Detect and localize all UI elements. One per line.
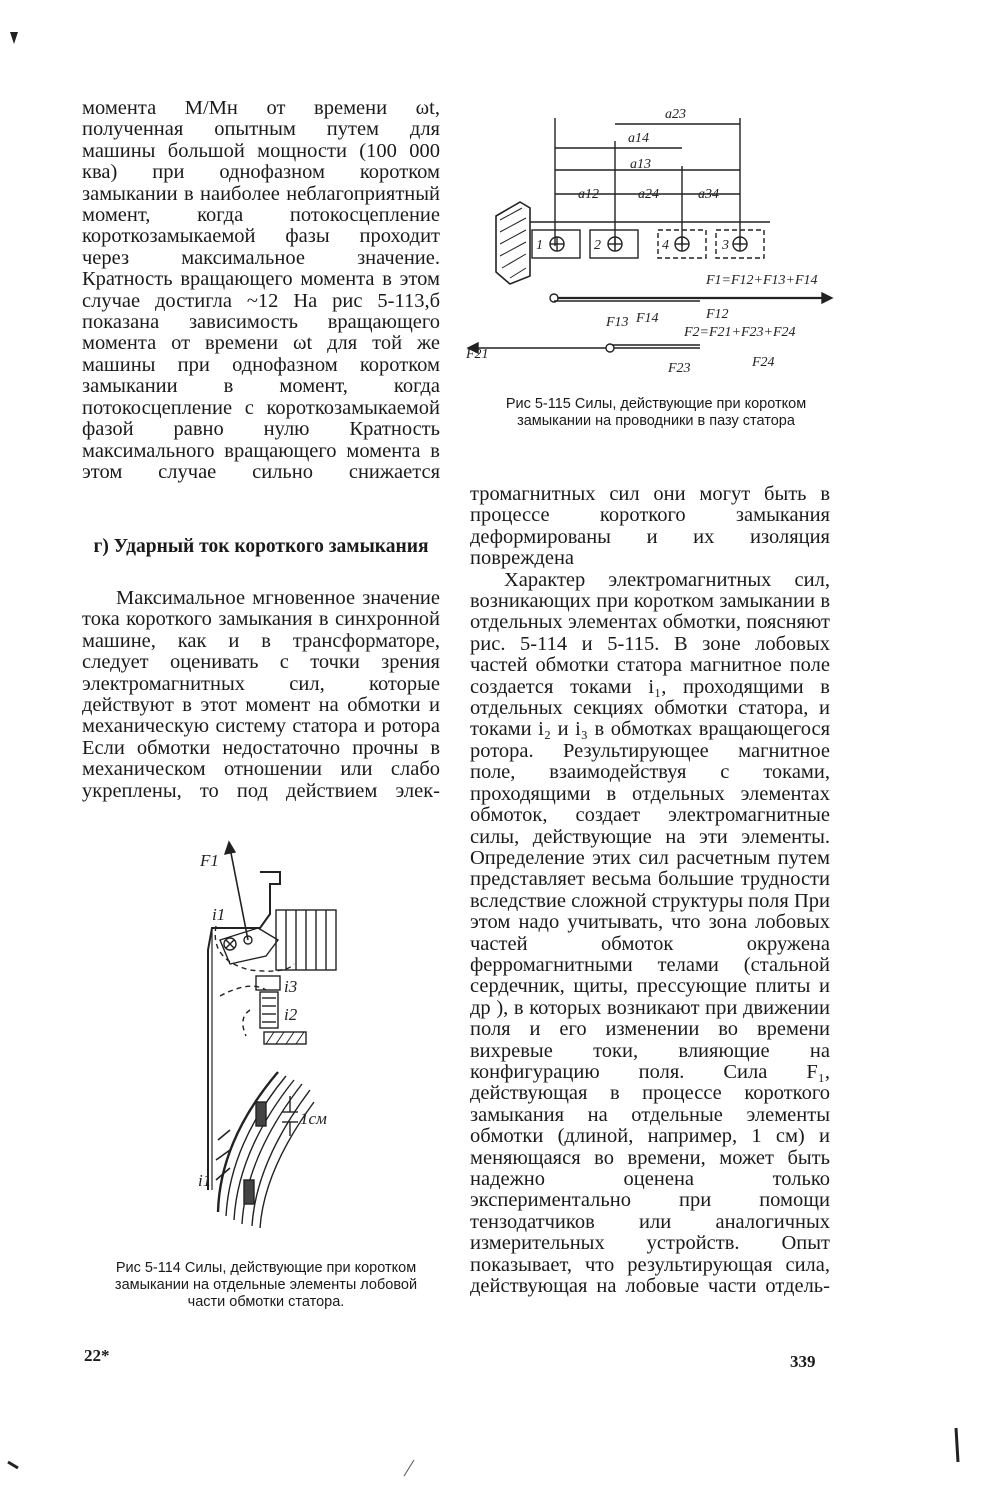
label-a12: a12 [578,187,599,202]
slot-label-4: 4 [662,238,669,253]
label-f1-equation: F1=F12+F13+F14 [706,273,818,288]
label-a24: a24 [638,187,659,202]
label-i3: i3 [284,977,298,996]
right-paragraph-2: Характер электромагнитных сил, возникающих при коротком замыкании в отдельных элементах обмотки, поясняют рис. 5-114 и 5-115. В зоне лобовых частей обмотки статора магнитное поле создается токами i₁, проходящими в отдельных секциях обмотки статора, и токами i₂ и i₃ в обмотках вращающегося ротора. Результирующее магнитное поле, взаимодействуя с токами, проходящими в отдельных элементах обмоток, создает электромагнитные силы, действующие на эти элементы. Определение этих сил расчетным путем представляет весьма большие трудности вследствие сложной структуры поля При этом надо учитывать, что зона лобовых частей обмоток окружена ферромагнитными телами (стальной сердечник, щиты, прессующие плиты и др ), в которых возникают при движении поля и его изменении во времени вихревые токи, влияющие на конфигурацию поля. Сила F₁, действующая в процессе короткого замыкания на отдельные элементы обмотки (длиной, например, 1 см) и меняющаяся во времени, может быть надежно оценена только экспериментально при помощи тензодатчиков или аналогичных измерительных устройств. Опыт показывает, что результирующая сила, действующая на лобовые части отдель- [470,568,830,1298]
right-paragraph-1: тромагнитных сил они могут быть в процессе короткого замыкания деформированы и их изоляция повреждена [470,483,830,570]
label-f12: F12 [706,307,729,322]
label-f2-equation: F2=F21+F23+F24 [684,325,796,340]
label-f13: F13 [606,315,629,330]
label-a23: a23 [665,107,686,122]
label-f14: F14 [636,311,659,326]
label-scale: 1см [300,1109,327,1128]
slot-label-3: 3 [722,238,729,253]
section-heading: г) Ударный ток короткого замыкания [93,536,429,557]
label-i1-top: i1 [212,905,226,924]
page-signature: 22* [84,1346,110,1365]
page-number: 339 [790,1352,816,1371]
left-paragraph-2: Максимальное мгновенное значение тока короткого замыкания в синхронной машине, как и в трансформаторе, следует оценивать с точки зрения электромагнитных сил, которые действуют в этот момент на обмотки и механическую систему статора и ротора Если обмотки недостаточно прочны в механическом отношении или слабо укреплены, то под действием элек- [82,587,440,802]
label-f23: F23 [668,361,691,376]
figure-114-caption: Рис 5-114 Силы, действующие при коротком замыкании на отдельные элементы лобовой части обмотки статора. [114,1260,418,1310]
label-f21: F21 [466,347,489,362]
slot-label-1: 1 [536,238,543,253]
label-i2: i2 [284,1005,298,1024]
figure-115-caption: Рис 5-115 Силы, действующие при коротком замыкании на проводники в пазу статора [505,396,807,429]
label-i1-bottom: i1 [198,1171,212,1190]
left-paragraph-1: момента M/Mн от времени ωt, полученная опытным путем для машины большой мощности (100 000 ква) при однофазном коротком замыкании в наиболее неблагоприятный момент, когда потокосцепление короткозамыкаемой фазы проходит через максимальное значение. Кратность вращающего момента в этом случае достигла ~12 На рис 5-113,б показана зависимость вращающего момента от времени ωt для той же машины при однофазном коротком замыкании в момент, когда потокосцепление с короткозамыкаемой фазой равно нулю Кратность максимального вращающего момента в этом случае сильно снижается [82,97,440,483]
label-f24: F24 [752,355,775,370]
slot-label-2: 2 [594,238,601,253]
label-a14: a14 [628,131,649,146]
label-a34: a34 [698,187,719,202]
label-f1: F1 [200,851,219,870]
label-a13: a13 [630,157,651,172]
